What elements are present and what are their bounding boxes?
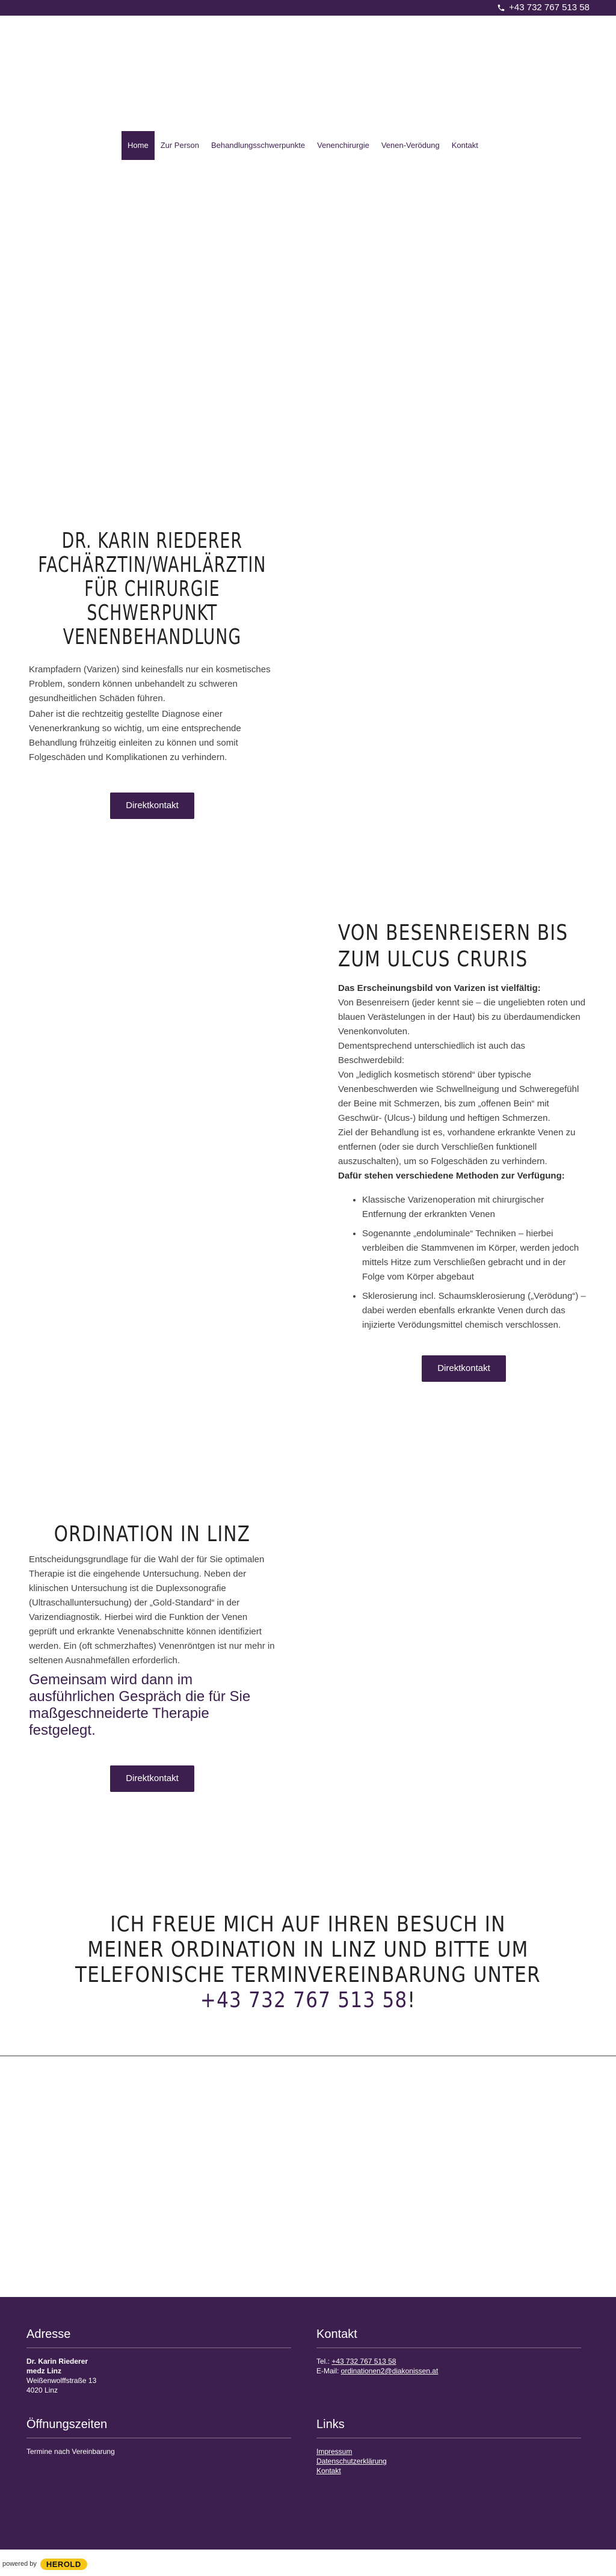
ordination-contact-button[interactable]: Direktkontakt	[110, 1765, 194, 1792]
footer-address-name: Dr. Karin Riederer	[26, 2357, 88, 2366]
top-bar	[0, 0, 616, 16]
nav-item-behandlungsschwerpunkte[interactable]: Behandlungsschwerpunkte	[211, 141, 306, 150]
footer-hours-text: Termine nach Vereinbarung	[26, 2447, 115, 2456]
footer-email-link[interactable]: ordinationen2@diakonissen.at	[340, 2367, 439, 2375]
varicose-paragraph-4: Ziel der Behandlung ist es, vorhandene erkrankte Venen zu entfernen (oder sie durch Verschließen funktionell auszuschalten), um so Folgeschäden zu verhindern.	[338, 1127, 576, 1167]
footer-address-street: Weißenwolffstraße 13	[26, 2376, 97, 2385]
footer-link-impressum[interactable]: Impressum	[316, 2447, 353, 2456]
hero-title: DR. KARIN RIEDERER FACHÄRZTIN/WAHLÄRZTIN FÜR CHIRURGIE SCHWERPUNKT VENENBEHANDLUNG	[38, 529, 266, 649]
varicose-contact-button[interactable]: Direktkontakt	[422, 1355, 506, 1382]
footer-address-heading: Adresse	[26, 2327, 291, 2348]
footer-address-city: 4020 Linz	[26, 2386, 58, 2394]
varicose-paragraph-1: Von Besenreisern (jeder kennt sie – die ungeliebten roten und blauen Verästelungen in der Haut) bis zu überdaumendicken Venenkonvoluten.	[338, 998, 586, 1037]
phone-icon	[497, 4, 505, 12]
appointment-suffix: !	[407, 1988, 416, 2013]
hero-contact-button[interactable]: Direktkontakt	[110, 793, 194, 819]
nav-item-home[interactable]: Home	[122, 131, 155, 160]
hero-text	[29, 663, 276, 765]
varicose-paragraph-3: Von „lediglich kosmetisch störend“ über typische Venenbeschwerden wie Schwellneigung und Schweregefühl der Beine mit Schmerzen, bis zum „offenen Bein“ mit Geschwür- (Ulcus-) bildung und heftigen Schmerzen.	[338, 1070, 579, 1123]
varicose-paragraph-2: Dementsprechend unterschiedlich ist auch das Beschwerdebild:	[338, 1041, 526, 1066]
section-divider	[0, 2055, 616, 2056]
powered-by[interactable]	[2, 2556, 87, 2572]
powered-by-label: powered by	[2, 2560, 37, 2568]
hero-paragraph-2: Daher ist die rechtzeitig gestellte Diagnose einer Venenerkrankung so wichtig, um eine entsprechende Behandlung frühzeitig einleiten zu können und somit Folgeschäden und Komplikationen zu verhindern.	[29, 709, 241, 762]
ordination-emphasis: Gemeinsam wird dann im ausführlichen Gespräch die für Sie maßgeschneiderte Therapie festgelegt.	[29, 1672, 251, 1738]
hero-paragraph-1: Krampfadern (Varizen) sind keinesfalls nur ein kosmetisches Problem, sondern können unbehandelt zu schweren gesundheitlichen Schäden führen.	[29, 664, 271, 704]
list-item: • Sklerosierung incl. Schaumsklerosierung („Verödung“) – dabei werden ebenfalls erkrankte Venen durch das injizierte Verödungsmittel chemisch verschlossen.	[362, 1289, 590, 1332]
ordination-title: ORDINATION IN LINZ	[54, 1522, 251, 1547]
ordination-section	[29, 1521, 276, 1792]
herold-logo: HEROLD	[40, 2559, 87, 2570]
methods-list	[362, 1193, 590, 1332]
varicose-title: VON BESENREISERN BIS ZUM ULCUS CRURIS	[338, 921, 568, 972]
footer-link-datenschutz[interactable]: Datenschutzerklärung	[316, 2457, 387, 2465]
footer-link-kontakt[interactable]: Kontakt	[316, 2467, 341, 2475]
footer-address	[26, 2327, 291, 2395]
appointment-text: ICH FREUE MICH AUF IHREN BESUCH IN MEINER ORDINATION IN LINZ UND BITTE UM TELEFONISCHE TERMINVEREINBARUNG UNTER	[75, 1912, 541, 1987]
footer-hours-heading: Öffnungszeiten	[26, 2417, 291, 2438]
hero-section	[29, 529, 276, 819]
nav-item-zur-person[interactable]: Zur Person	[160, 141, 199, 150]
varicose-section	[338, 920, 590, 1382]
nav-item-venen-veroedung[interactable]: Venen-Verödung	[381, 141, 440, 150]
appointment-phone-link[interactable]: +43 732 767 513 58	[200, 1988, 408, 2013]
ordination-paragraph: Entscheidungsgrundlage für die Wahl der für Sie optimalen Therapie ist die eingehende Untersuchung. Neben der klinischen Untersuchung ist die Duplexsonografie (Ultraschalluntersuchung) der „Gold-Standard“ in der Varizendiagnostik. Hierbei wird die Funktion der Venen geprüft und erkrankte Venenabschnitte können identifiziert werden. Ein (oft schmerzhaftes) Venenröntgen ist nur mehr in seltenen Ausnahmefällen erforderlich.	[29, 1554, 275, 1666]
main-nav	[122, 131, 484, 160]
footer-links-heading: Links	[316, 2417, 581, 2438]
footer-email-label: E-Mail:	[316, 2367, 341, 2375]
footer	[0, 2297, 616, 2550]
footer-hours	[26, 2417, 291, 2456]
list-item: • Klassische Varizenoperation mit chirurgischer Entfernung der erkrankten Venen	[362, 1193, 590, 1222]
top-phone-text: +43 732 767 513 58	[509, 2, 590, 13]
footer-links	[316, 2417, 581, 2476]
footer-address-title: medz Linz	[26, 2367, 62, 2375]
list-item: • Sogenannte „endoluminale“ Techniken – hierbei verbleiben die Stammvenen im Körper, werden jedoch mittels Hitze zum Verschließen gebracht und in der Folge vom Körper abgebaut	[362, 1227, 590, 1284]
top-phone-link[interactable]	[497, 2, 590, 13]
varicose-lead-2: Dafür stehen verschiedene Methoden zur Verfügung:	[338, 1171, 565, 1181]
appointment-heading	[74, 1912, 541, 2013]
varicose-text	[338, 981, 590, 1332]
nav-item-venenchirurgie[interactable]: Venenchirurgie	[317, 141, 369, 150]
appointment-section	[36, 1912, 580, 2013]
varicose-lead: Das Erscheinungsbild von Varizen ist vielfältig:	[338, 983, 541, 993]
footer-tel-link[interactable]: +43 732 767 513 58	[331, 2357, 396, 2366]
footer-contact-heading: Kontakt	[316, 2327, 581, 2348]
footer-contact	[316, 2327, 581, 2376]
footer-tel-label: Tel.:	[316, 2357, 332, 2366]
nav-item-kontakt[interactable]: Kontakt	[451, 141, 478, 150]
